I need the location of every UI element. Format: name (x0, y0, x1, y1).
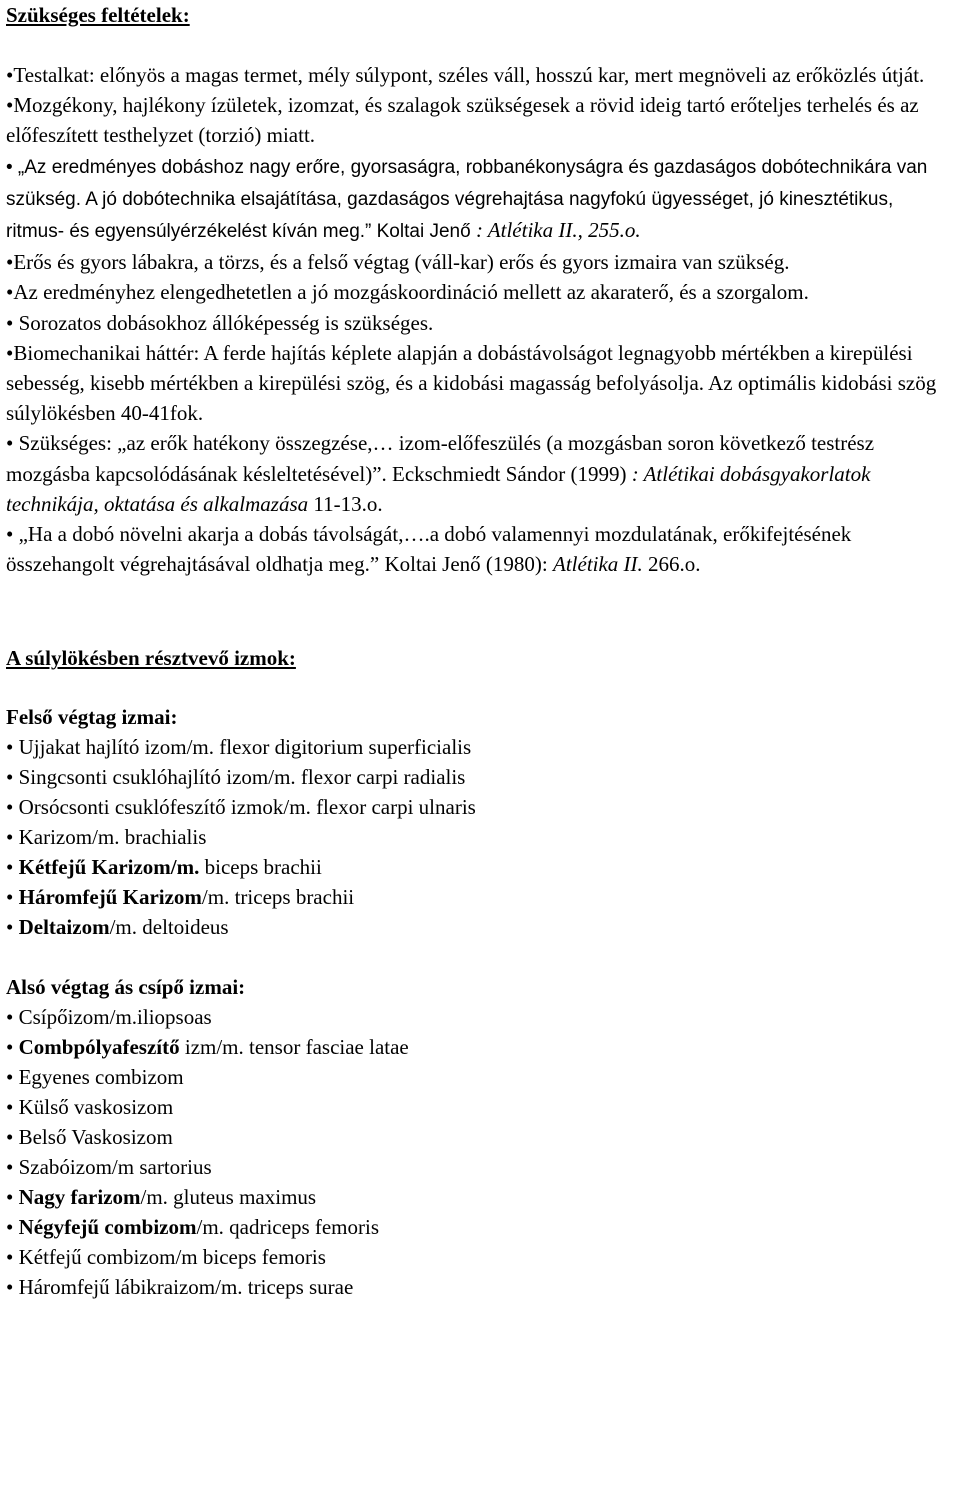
muscle-name: /m. qadriceps femoris (196, 1215, 380, 1240)
muscle-name: Külső vaskosizom (18, 1095, 174, 1120)
bullet-mark: • (6, 855, 19, 880)
bullet-mark: • (6, 1275, 19, 1300)
distance-book-title: Atlétika II. (553, 552, 643, 577)
list-item (6, 762, 954, 792)
upper-limb-title: Felső végtag izmai: (6, 705, 178, 730)
lower-limb-list (6, 1002, 954, 1302)
muscle-name-bold: Négyfejű combizom (18, 1215, 197, 1240)
list-item (6, 792, 954, 822)
muscle-name-bold: Combpólyafeszítő (18, 1035, 180, 1060)
bullet-body-type: •Testalkat: előnyös a magas termet, mély súlypont, széles váll, hosszú kar, mert megnöveli az erőközlés útját. (6, 63, 925, 87)
list-item (6, 1242, 954, 1272)
muscle-name-bold: Háromfejű Karizom (18, 885, 202, 910)
spacer (6, 30, 954, 60)
spacer (6, 942, 954, 972)
bullet-mark: • (6, 1245, 19, 1270)
list-item (6, 1032, 954, 1062)
muscle-name: Háromfejű lábikraizom/m. triceps surae (18, 1275, 354, 1300)
list-item (6, 1002, 954, 1032)
lower-limb-title: Alsó végtag ás csípő izmai: (6, 975, 246, 1000)
muscle-name-bold: Deltaizom (18, 915, 110, 940)
bullet-biomechanics: •Biomechanikai háttér: A ferde hajítás képlete alapján a dobástávolságot legnagyobb mértékben a kirepülési sebesség, kisebb mértékben a kirepülési szög, és a kidobási magasság befolyásolja. Az optimális kidobási szög súlylökésben 40-41fok. (6, 340, 937, 426)
upper-limb-list (6, 732, 954, 942)
muscle-name: Karizom/m. brachialis (18, 825, 207, 850)
quote-sans-part: • „Az eredményes dobáshoz nagy erőre, gyorsaságra, robbanékonyságra és gazdaságos dobótechnikára van szükség. (6, 156, 928, 210)
bullet-mark: • (6, 885, 19, 910)
muscle-name: Singcsonti csuklóhajlító izom/m. flexor carpi radialis (18, 765, 466, 790)
list-item (6, 1152, 954, 1182)
quote-sans-part-2: A jó dobótechnika elsajátítása, gazdaságos végrehajtása nagyfokú ügyességet, jó kinesztétikus, ritmus- és egyensúlyérzékelést kíván meg.” Koltai Jenő (6, 188, 894, 243)
bullet-mark: • (6, 1035, 19, 1060)
spacer (6, 579, 954, 643)
muscle-name: biceps brachii (199, 855, 322, 880)
muscle-name: /m. deltoideus (109, 915, 229, 940)
bullet-coordination: •Az eredményhez elengedhetetlen a jó mozgáskoordináció mellett az akaraterő, és a szorgalom. (6, 280, 809, 305)
muscle-name: Csípőizom/m.iliopsoas (18, 1005, 212, 1030)
list-item (6, 732, 954, 762)
distance-page: 266.o. (642, 552, 701, 577)
bullet-mark: • (6, 915, 19, 940)
bullet-mark: • (6, 735, 19, 760)
muscle-name-bold: Nagy farizom (18, 1185, 141, 1210)
necessary-book-title: : Atlétikai dobásgyakorlatok technikája, oktatása és alkalmazása (6, 461, 871, 516)
muscle-name: Ujjakat hajlító izom/m. flexor digitorium superficialis (18, 735, 472, 760)
bullet-mark: • (6, 1125, 19, 1150)
heading-muscles: A súlylökésben résztvevő izmok: (6, 646, 296, 671)
muscle-name: Belső Vaskosizom (18, 1125, 173, 1150)
muscle-name: /m. gluteus maximus (140, 1185, 317, 1210)
bullet-endurance: • Sorozatos dobásokhoz állóképesség is szükséges. (6, 310, 434, 335)
bullet-mark: • (6, 1095, 19, 1120)
distance-text: • „Ha a dobó növelni akarja a dobás távolságát,….a dobó valamennyi mozdulatának, erőkifejtésének összehangolt végrehajtásával oldhatja meg.” Koltai Jenő (1980): (6, 522, 852, 577)
spacer (6, 673, 954, 702)
bullet-legs: •Erős és gyors lábakra, a törzs, és a felső végtag (váll-kar) erős és gyors izmaira van szükség. (6, 250, 790, 275)
list-item (6, 1062, 954, 1092)
bullet-necessary (6, 428, 954, 519)
list-item (6, 1092, 954, 1122)
bullet-mark: • (6, 1215, 19, 1240)
muscle-name: Egyenes combizom (18, 1065, 184, 1090)
list-item (6, 1212, 954, 1242)
muscle-name: Orsócsonti csuklófeszítő izmok/m. flexor carpi ulnaris (18, 795, 476, 820)
bullet-joints: •Mozgékony, hajlékony ízületek, izomzat, és szalagok szükségesek a rövid ideig tartó erőteljes terhelés és az előfeszített testhelyzet (torzió) miatt. (6, 93, 919, 148)
necessary-page: 11-13.o. (308, 491, 383, 516)
muscle-name: izm/m. tensor fasciae latae (179, 1035, 409, 1060)
necessary-text: • Szükséges: „az erők hatékony összegzése,… izom-előfeszülés (a mozgásban soron következő testrész mozgásba kapcsolódásának késleltetésével)”. Eckschmiedt Sándor (1999) (6, 431, 875, 486)
bullet-distance-quote (6, 519, 954, 579)
muscle-name: /m. triceps brachii (201, 885, 355, 910)
list-item (6, 1122, 954, 1152)
bullet-mark: • (6, 825, 19, 850)
list-item (6, 1182, 954, 1212)
bullet-mark: • (6, 1065, 19, 1090)
citation-title: : Atlétika II. (475, 218, 578, 243)
bullet-mark: • (6, 795, 19, 820)
bullet-mark: • (6, 1155, 19, 1180)
muscle-name-bold: Kétfejű Karizom/m. (18, 855, 200, 880)
muscle-name: Kétfejű combizom/m biceps femoris (18, 1245, 326, 1270)
citation-page: , 255.o. (577, 218, 641, 243)
bullet-throw-quote (6, 151, 954, 248)
bullet-mark: • (6, 765, 19, 790)
list-item (6, 852, 954, 882)
muscle-name: Szabóizom/m sartorius (18, 1155, 212, 1180)
bullet-mark: • (6, 1005, 19, 1030)
list-item (6, 1272, 954, 1302)
list-item (6, 882, 954, 912)
bullet-mark: • (6, 1185, 19, 1210)
list-item (6, 822, 954, 852)
list-item (6, 912, 954, 942)
heading-requirements: Szükséges feltételek: (6, 3, 190, 27)
